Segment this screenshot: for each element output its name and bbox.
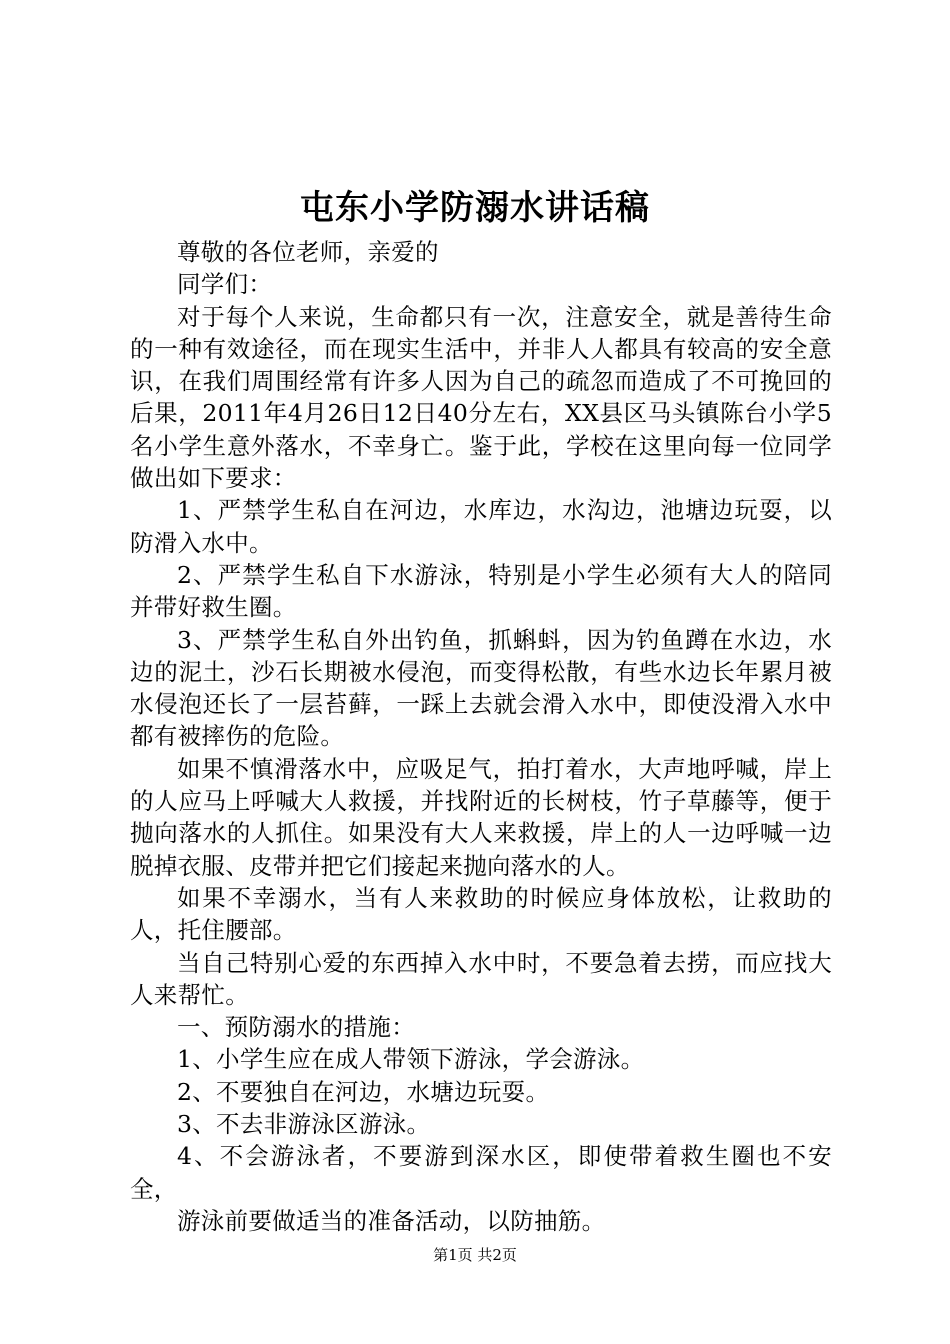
paragraph-salutation: 尊敬的各位老师，亲爱的 — [177, 238, 439, 266]
paragraph-intro: 对于每个人来说，生命都只有一次，注意安全，就是善待生命的一种有效途径，而在现实生活中，并非人人都具有较高的安全意识，在我们周围经常有许多人因为自己的疏忽而造成了不可挽回的后果，2011年4月26日12日40分左右，XX县区马头镇陈台小学5名小学生意外落水，不幸身亡。鉴于此，学校在这里向每一位同学做出如下要求： — [130, 302, 832, 493]
paragraph-rule-2: 2、严禁学生私自下水游泳，特别是小学生必须有大人的陪同并带好救生圈。 — [130, 560, 832, 622]
document-title: 屯东小学防溺水讲话稿 — [300, 188, 650, 228]
paragraph-measure-3: 3、不去非游泳区游泳。 — [177, 1110, 431, 1139]
paragraph-rule-1: 1、严禁学生私自在河边，水库边，水沟边，池塘边玩耍，以防滑入水中。 — [130, 496, 832, 557]
paragraph-measure-4: 4、不会游泳者，不要游到深水区，即使带着救生圈也不安全， — [130, 1142, 832, 1203]
paragraph-section-heading: 一、预防溺水的措施： — [177, 1013, 415, 1042]
paragraph-measure-1: 1、小学生应在成人带领下游泳，学会游泳。 — [177, 1045, 645, 1074]
paragraph-belongings: 当自己特别心爱的东西掉入水中时，不要急着去捞，而应找大人来帮忙。 — [130, 948, 832, 1009]
page-number: 第1页 共2页 — [433, 1246, 517, 1264]
paragraph-drowning: 如果不幸溺水，当有人来救助的时候应身体放松，让救助的人，托住腰部。 — [130, 883, 832, 945]
paragraph-warmup: 游泳前要做适当的准备活动，以防抽筋。 — [177, 1206, 606, 1235]
paragraph-salutation-cont: 同学们： — [177, 270, 273, 299]
paragraph-measure-2: 2、不要独自在河边，水塘边玩耍。 — [177, 1077, 550, 1106]
paragraph-rule-3: 3、严禁学生私自外出钓鱼，抓蝌蚪，因为钓鱼蹲在水边，水边的泥土，沙石长期被水侵泡，而变得松散，有些水边长年累月被水侵泡还长了一层苔藓，一踩上去就会滑入水中，即使没滑入水中都有被摔伤的危险。 — [130, 625, 832, 751]
document-body — [130, 236, 832, 1237]
paragraph-fall-in-water: 如果不慎滑落水中，应吸足气，拍打着水，大声地呼喊，岸上的人应马上呼喊大人救援，并找附近的长树枝，竹子草藤等，便于抛向落水的人抓住。如果没有大人来救援，岸上的人一边呼喊一边脱掉衣服、皮带并把它们接起来抛向落水的人。 — [130, 754, 832, 880]
